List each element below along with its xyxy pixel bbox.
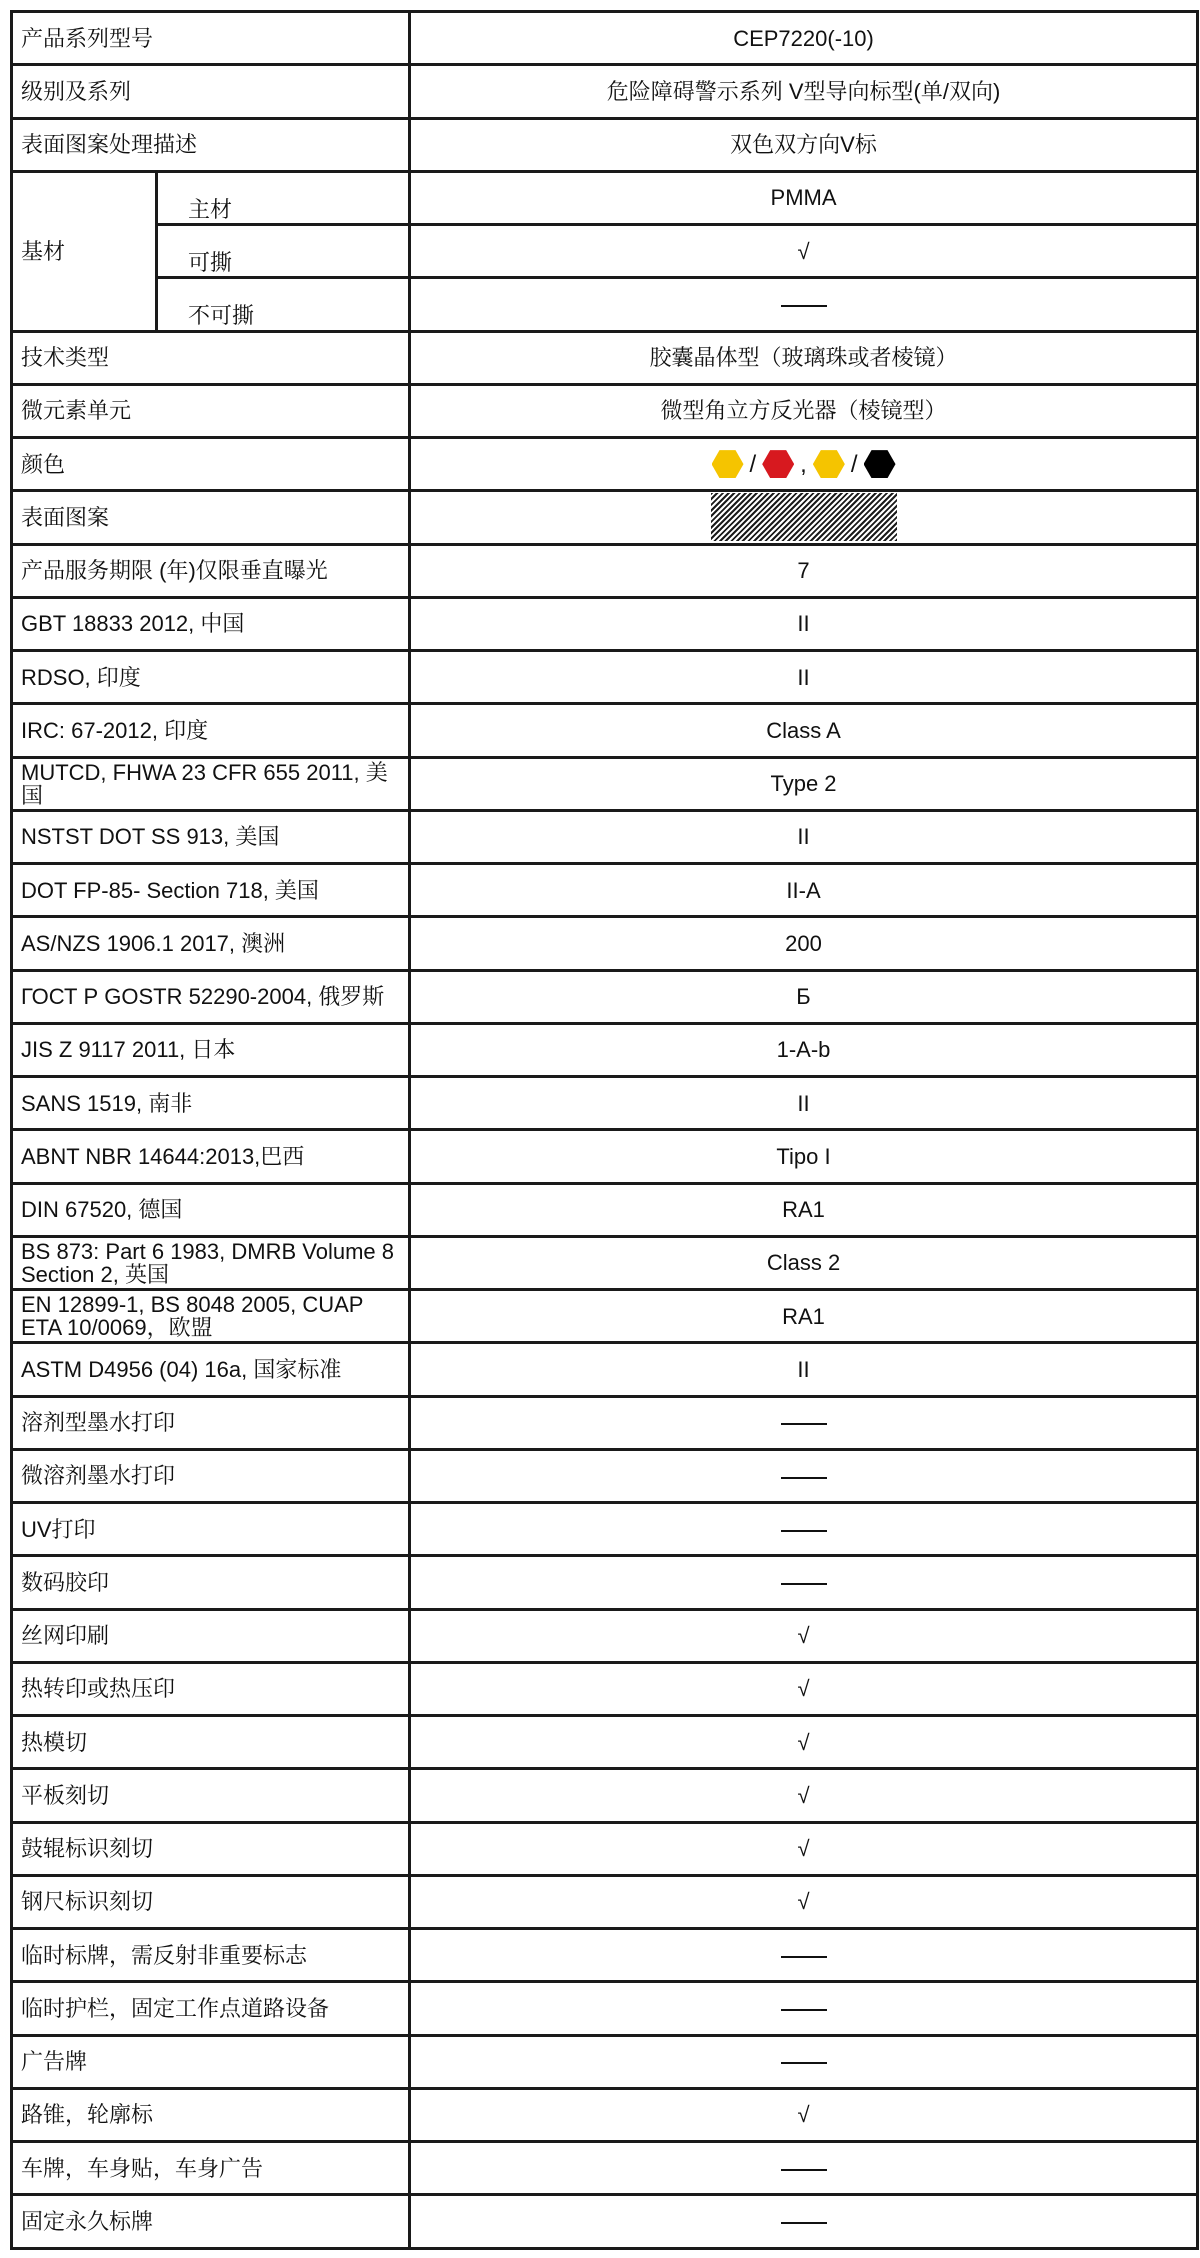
color-separator: , — [800, 450, 807, 478]
row-value: II-A — [410, 864, 1198, 917]
table-row — [12, 597, 1198, 650]
row-value — [410, 1556, 1198, 1609]
row-label: NSTST DOT SS 913, 美国 — [12, 810, 410, 863]
row-value: √ — [410, 1609, 1198, 1662]
table-row — [12, 278, 1198, 331]
row-label: 微溶剂墨水打印 — [12, 1449, 410, 1502]
row-label: GBT 18833 2012, 中国 — [12, 597, 410, 650]
row-label: 临时护栏，固定工作点道路设备 — [12, 1982, 410, 2035]
table-row — [12, 1077, 1198, 1130]
row-value — [410, 1396, 1198, 1449]
row-value: √ — [410, 2088, 1198, 2141]
table-row — [12, 225, 1198, 278]
base-material-sublabel: 主材 — [157, 171, 410, 224]
not-applicable-dash — [781, 1530, 827, 1532]
table-row — [12, 1822, 1198, 1875]
table-row — [12, 491, 1198, 544]
row-label: AS/NZS 1906.1 2017, 澳洲 — [12, 917, 410, 970]
row-value: II — [410, 810, 1198, 863]
table-row — [12, 1396, 1198, 1449]
table-row — [12, 1290, 1198, 1343]
table-row — [12, 2035, 1198, 2088]
row-value: II — [410, 1343, 1198, 1396]
row-value — [410, 2035, 1198, 2088]
row-value: √ — [410, 1716, 1198, 1769]
row-value — [410, 491, 1198, 544]
base-material-value: PMMA — [410, 171, 1198, 224]
row-label: 固定永久标牌 — [12, 2195, 410, 2249]
table-row — [12, 1609, 1198, 1662]
table-row — [12, 1982, 1198, 2035]
table-row — [12, 331, 1198, 384]
row-label: 表面图案 — [12, 491, 410, 544]
table-row — [12, 1183, 1198, 1236]
table-row — [12, 1875, 1198, 1928]
not-applicable-dash — [781, 1477, 827, 1479]
table-row — [12, 1130, 1198, 1183]
not-applicable-dash — [781, 1956, 827, 1958]
row-label: 热模切 — [12, 1716, 410, 1769]
row-label: DOT FP-85- Section 718, 美国 — [12, 864, 410, 917]
base-material-sublabel: 不可撕 — [157, 278, 410, 331]
table-row — [12, 651, 1198, 704]
row-value: Class 2 — [410, 1236, 1198, 1289]
row-label: 级别及系列 — [12, 65, 410, 118]
yellow-hexagon-icon — [813, 450, 845, 478]
surface-pattern-swatch — [711, 493, 897, 541]
row-value: 危险障碍警示系列 V型导向标型(单/双向) — [410, 65, 1198, 118]
table-row — [12, 118, 1198, 171]
table-row — [12, 1023, 1198, 1076]
row-label: RDSO, 印度 — [12, 651, 410, 704]
row-label: 产品服务期限 (年)仅限垂直曝光 — [12, 544, 410, 597]
row-label: 溶剂型墨水打印 — [12, 1396, 410, 1449]
row-value: Б — [410, 970, 1198, 1023]
table-row — [12, 1716, 1198, 1769]
row-label: EN 12899-1, BS 8048 2005, CUAP ETA 10/0069，欧盟 — [12, 1290, 410, 1343]
row-value: 胶囊晶体型（玻璃珠或者棱镜） — [410, 331, 1198, 384]
row-value: RA1 — [410, 1183, 1198, 1236]
row-label: 钢尺标识刻切 — [12, 1875, 410, 1928]
row-label: 丝网印刷 — [12, 1609, 410, 1662]
row-label: 产品系列型号 — [12, 12, 410, 65]
row-label: 平板刻切 — [12, 1769, 410, 1822]
spec-table — [10, 10, 1199, 2250]
table-row — [12, 864, 1198, 917]
base-material-value — [410, 278, 1198, 331]
base-material-label: 基材 — [12, 171, 157, 331]
table-row — [12, 1236, 1198, 1289]
row-label: 广告牌 — [12, 2035, 410, 2088]
row-value — [410, 2142, 1198, 2195]
row-value: CEP7220(-10) — [410, 12, 1198, 65]
table-row — [12, 757, 1198, 810]
row-label: DIN 67520, 德国 — [12, 1183, 410, 1236]
row-label: 热转印或热压印 — [12, 1662, 410, 1715]
row-value — [410, 1929, 1198, 1982]
row-label: BS 873: Part 6 1983, DMRB Volume 8 Section 2, 英国 — [12, 1236, 410, 1289]
color-separator: / — [749, 450, 757, 478]
row-label: 数码胶印 — [12, 1556, 410, 1609]
row-label: SANS 1519, 南非 — [12, 1077, 410, 1130]
not-applicable-dash — [781, 2222, 827, 2224]
row-value: II — [410, 1077, 1198, 1130]
row-value: 双色双方向V标 — [410, 118, 1198, 171]
row-value: √ — [410, 1769, 1198, 1822]
table-row — [12, 1343, 1198, 1396]
table-row — [12, 917, 1198, 970]
row-value: Type 2 — [410, 757, 1198, 810]
row-value: Tipo I — [410, 1130, 1198, 1183]
not-applicable-dash — [781, 2009, 827, 2011]
row-value — [410, 2195, 1198, 2249]
row-label: 鼓辊标识刻切 — [12, 1822, 410, 1875]
table-row — [12, 12, 1198, 65]
table-row — [12, 810, 1198, 863]
row-value: II — [410, 651, 1198, 704]
black-hexagon-icon — [864, 450, 896, 478]
table-row — [12, 2142, 1198, 2195]
table-row — [12, 544, 1198, 597]
yellow-hexagon-icon — [712, 450, 744, 478]
row-label: 颜色 — [12, 438, 410, 491]
not-applicable-dash — [781, 1423, 827, 1425]
row-label: ASTM D4956 (04) 16a, 国家标准 — [12, 1343, 410, 1396]
table-row — [12, 1769, 1198, 1822]
row-label: MUTCD, FHWA 23 CFR 655 2011, 美国 — [12, 757, 410, 810]
row-value: √ — [410, 1822, 1198, 1875]
color-separator: / — [850, 450, 858, 478]
row-label: 表面图案处理描述 — [12, 118, 410, 171]
base-material-value: √ — [410, 225, 1198, 278]
row-value: √ — [410, 1662, 1198, 1715]
row-label: IRC: 67-2012, 印度 — [12, 704, 410, 757]
base-material-sublabel: 可撕 — [157, 225, 410, 278]
row-value: II — [410, 597, 1198, 650]
table-row — [12, 970, 1198, 1023]
row-label: ABNT NBR 14644:2013,巴西 — [12, 1130, 410, 1183]
row-value: RA1 — [410, 1290, 1198, 1343]
table-row — [12, 171, 1198, 224]
row-label: 临时标牌，需反射非重要标志 — [12, 1929, 410, 1982]
row-label: 车牌，车身贴，车身广告 — [12, 2142, 410, 2195]
row-label: 技术类型 — [12, 331, 410, 384]
row-value — [410, 1449, 1198, 1502]
row-label: UV打印 — [12, 1503, 410, 1556]
table-row — [12, 1556, 1198, 1609]
table-row — [12, 65, 1198, 118]
table-row — [12, 384, 1198, 437]
row-value: 微型角立方反光器（棱镜型） — [410, 384, 1198, 437]
table-row — [12, 1503, 1198, 1556]
table-row — [12, 2088, 1198, 2141]
row-value — [410, 438, 1198, 491]
row-value — [410, 1503, 1198, 1556]
table-row — [12, 1449, 1198, 1502]
table-row — [12, 438, 1198, 491]
row-label: 微元素单元 — [12, 384, 410, 437]
row-label: ГОСТ Р GOSTR 52290-2004, 俄罗斯 — [12, 970, 410, 1023]
row-value: √ — [410, 1875, 1198, 1928]
not-applicable-dash — [781, 2169, 827, 2171]
table-row — [12, 1662, 1198, 1715]
row-value: Class A — [410, 704, 1198, 757]
not-applicable-dash — [781, 305, 827, 307]
row-label: JIS Z 9117 2011, 日本 — [12, 1023, 410, 1076]
not-applicable-dash — [781, 1583, 827, 1585]
row-label: 路锥，轮廓标 — [12, 2088, 410, 2141]
row-value: 1-A-b — [410, 1023, 1198, 1076]
not-applicable-dash — [781, 2062, 827, 2064]
table-row — [12, 704, 1198, 757]
table-row — [12, 1929, 1198, 1982]
red-hexagon-icon — [762, 450, 794, 478]
table-row — [12, 2195, 1198, 2249]
row-value — [410, 1982, 1198, 2035]
row-value: 7 — [410, 544, 1198, 597]
row-value: 200 — [410, 917, 1198, 970]
